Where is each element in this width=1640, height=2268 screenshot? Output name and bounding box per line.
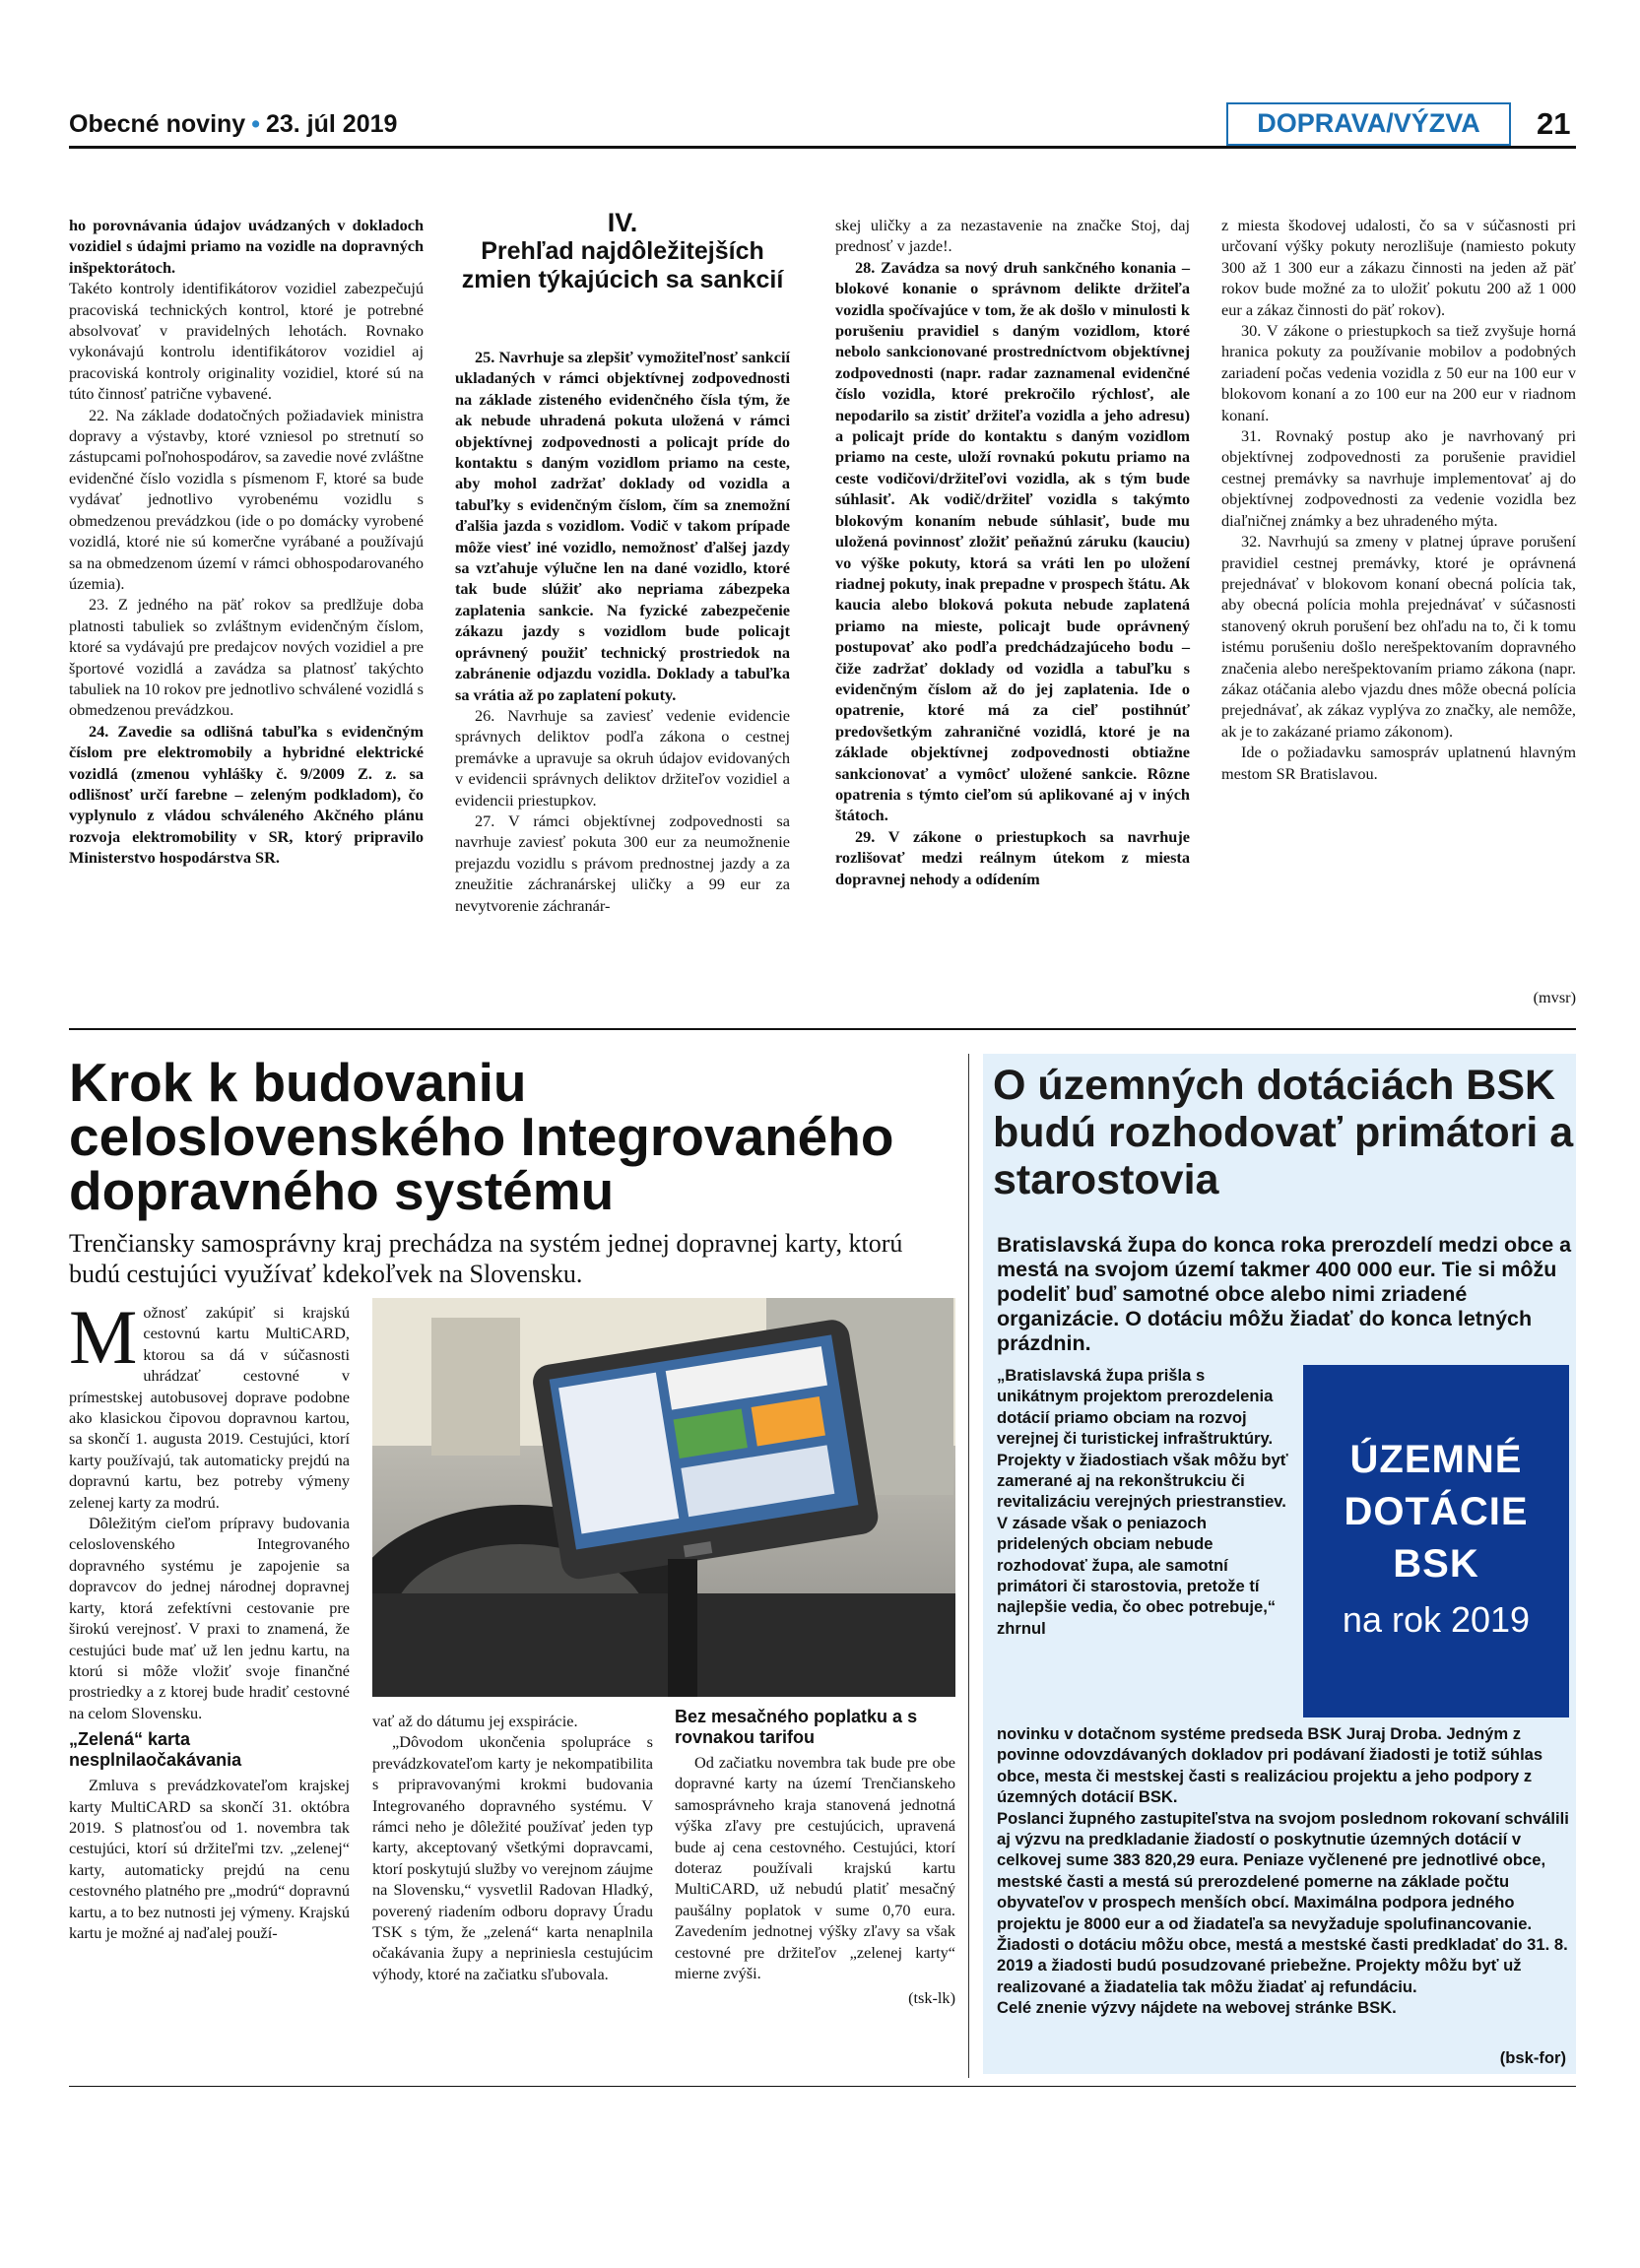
paragraph: 22. Na základe dodatočných požiadaviek ministra dopravy a výstavby, ktoré vzniesol po stretnutí so zástupcami poľnohospodárov, sa zavedie nové zvláštne evidenčné číslo vozidla s písmenom F, ktoré sa bude vydávať jednotlivo vyrobenému vozidlu s obmedzenou prevádzkou (ide o po domácky vyrobené vozidlá, ktoré nie sú komerčne vyrábané a používajú sa na obmedzenom území v rámci obhospodarovaného územia). xyxy=(69,405,425,593)
graphic-line: na rok 2019 xyxy=(1342,1599,1531,1640)
paragraph: vať až do dátumu jej exspirácie. xyxy=(372,1712,578,1730)
paragraph: 32. Navrhujú sa zmeny v platnej úprave porušení pravidiel cestnej premávky, ktoré je oprávnená prejednávať v blokovom konaní obecná polícia tak, aby obecná polícia mohla prejednávať v súčasnosti stanovený okruh porušení bez ohľadu na to, či k tomu istému porušeniu došlo nerešpektovaním dopravného značenia alebo nerešpektovaním priamo zákona (napr. zákaz otáčania alebo vjazdu dnes môže obecná polícia prejednávať, ak zákaz vyplýva zo značky, ale nemôže, ak je to zakázané priamo zákonom). xyxy=(1221,532,1576,741)
paragraph: Ide o požiadavku samospráv uplatnenú hlavným mestom SR Bratislavou. xyxy=(1221,743,1576,783)
masthead xyxy=(69,110,397,139)
top-column-3 xyxy=(835,215,1190,889)
signature-mvsr: (mvsr) xyxy=(1533,988,1576,1006)
paragraph: 24. Zavedie sa odlišná tabuľka s evidenčným číslom pre elektromobily a hybridné elektrické vozidlá (zmenou vyhlášky č. 9/2009 Z. z. sa odlišnosť určí farebne – zeleným podkladom), čo vyplynulo z vládou schváleného Akčného plánu rozvoja elektromobility v SR, ktorý pripravilo Ministerstvo hospodárstva SR. xyxy=(69,721,424,868)
paragraph: Takéto kontroly identifikátorov vozidiel zabezpečujú pracoviská technických kontrol, ktoré je potrebné absolvovať v pravidelných lehotách. Rovnako vykonávajú kontrolu identifikátorov vozidiel aj pracoviská kontroly originality vozidiel, ktoré sú na túto činnosť patrične vybavené. xyxy=(69,279,424,404)
paragraph: 30. V zákone o priestupkoch sa tiež zvyšuje horná hranica pokuty za používanie mobilov a podobných zariadení počas vedenia vozidla z 50 eur na 100 eur v blokovom konaní a zo 100 eur na 200 eur v riadnom konaní. xyxy=(1221,321,1576,424)
subheading: Bez mesačného poplatku a s rovnakou tarifou xyxy=(675,1707,918,1747)
signature-bsk: (bsk-for) xyxy=(1499,2048,1566,2067)
paragraph: 27. V rámci objektívnej zodpovednosti sa navrhuje zaviesť pokuta 300 eur za neumožnenie prejazdu vozidlu s právom prednostnej jazdy a za zneužitie záchranárskej uličky a 99 eur za nevytvorenie záchranár- xyxy=(455,810,790,915)
paragraph: Žiadosti o dotáciu môžu obce, mestá a mestské časti predkladať do 31. 8. 2019 a žiadosti budú posudzované priebežne. Projekty môžu byť už realizované a žiadatelia tak môžu žiadať aj refundáciu. xyxy=(997,1935,1568,1996)
paragraph: Poslanci župného zastupiteľstva na svojom poslednom rokovaní schválili aj výzvu na predkladanie žiadostí o poskytnutie územných dotácií v celkovej sume 383 820,29 eura. Peniaze vyčlenené pre jednotlivé obce, mestské časti a mestá sú prerozdelené pomerne na základe počtu obyvateľov v prospech menších obcí. Maximálna podpora jedného projektu je 8000 eur a od žiadateľa sa nevyžaduje spolufinancovanie. xyxy=(997,1808,1569,1933)
paragraph xyxy=(69,1294,350,1513)
bullet-icon: • xyxy=(251,110,260,138)
header-rule xyxy=(69,146,1576,149)
footer-rule xyxy=(69,2086,1576,2087)
paragraph: z miesta škodovej udalosti, čo sa v súčasnosti pri určovaní výšky pokuty nerozlišuje (namiesto pokuty 300 až 1 300 eur a zákazu činnosti na jeden až päť rokov bude možné za to uložiť pokutu 200 až 1 000 eur a zákaz činnosti do päť rokov). xyxy=(1221,216,1576,319)
article-column-3 xyxy=(675,1707,955,2009)
bsk-dotacie-graphic xyxy=(1303,1365,1569,1717)
article-column-2 xyxy=(372,1711,653,1984)
section-number: IV. xyxy=(607,208,638,237)
subheading: „Zelená“ karta nesplnilaočakávania xyxy=(69,1729,242,1771)
top-column-4 xyxy=(1221,215,1576,784)
paragraph: Celé znenie výzvy nájdete na webovej stránke BSK. xyxy=(997,1998,1397,2018)
paragraph: 26. Navrhuje sa zaviesť vedenie evidencie správnych deliktov podľa zákona o cestnej premávke a upravuje sa okruh údajov evidovaných v evidencii správnych deliktov držiteľov vozidiel a evidencii priestupkov. xyxy=(455,705,790,810)
paragraph: skej uličky a za nezastavenie na značke Stoj, daj prednosť v jazde!. xyxy=(835,216,1190,256)
bsk-lead: Bratislavská župa do konca roka prerozdelí medzi obce a mestá na svojom území takmer 400 000 eur. Tie si môžu podeliť buď samotné obce alebo nimi zriadené organizácie. O dotáciu môžu žiadať do konca letných prázdnin. xyxy=(997,1233,1572,1355)
graphic-line: BSK xyxy=(1393,1542,1479,1586)
paragraph: „Dôvodom ukončenia spolupráce s prevádzkovateľom karty je nekompatibilita s pripravovanými krokmi budovania Integrovaného dopravného systému. V rámci neho je dôležité používať jeden typ karty, akceptovaný všetkými dopravcami, ktorí poskytujú služby vo verejnom záujme na Slovensku,“ vysvetlil Radovan Hladký, poverený riadením odboru dopravy Úradu TSK s tým, že „zelená“ karta nenaplnila očakávania župy a nepriniesla cestujúcim výhody, ktoré na začiatku sľubovala. xyxy=(372,1732,653,1983)
paragraph: novinku v dotačnom systéme predseda BSK Juraj Droba. Jedným z povinne odovzdávaných dokladov pri podávaní žiadosti je totiž súhlas obce, mesta či mestskej časti s realizáciou projektu a jeho podpory z územných dotácií BSK. xyxy=(997,1724,1543,1807)
photo-illustration xyxy=(372,1298,955,1697)
column-divider xyxy=(968,1054,969,2078)
section-heading xyxy=(455,209,790,294)
section-divider xyxy=(69,1028,1576,1030)
paragraph: Zmluva s prevádzkovateľom krajskej karty MultiCARD sa skončí 31. októbra 2019. S platnosťou od 1. novembra tak cestujúci, ktorí sú držiteľmi tzv. „zelenej“ karty, automaticky prejdú na cenu cestovného platného pre „modrú“ dopravnú kartu, a to bez nutnosti jej výmeny. Krajskú kartu je možné aj naďalej použí- xyxy=(69,1776,350,1942)
article-headline: Krok k budovaniu celoslovenského Integrovaného dopravného systému xyxy=(69,1052,894,1221)
paragraph-text: ožnosť zakúpiť si krajskú cestovnú kartu MultiCARD, ktorou sa dá v súčasnosti uhrádzať cestovné v prímestskej autobusovej doprave podobne ako klasickou čipovou dopravnou kartou, sa skončí 1. augusta 2019. Cestujúci, ktorí karty používajú, tak automaticky prejdú na dopravnú kartu, bez potreby výmeny zelenej karty za modrú. xyxy=(69,1303,350,1512)
paragraph: ho porovnávania údajov uvádzaných v dokladoch vozidiel s údajmi priamo na vozidle na dopravných inšpektorátoch. xyxy=(69,216,424,277)
section-label: DOPRAVA/VÝZVA xyxy=(1226,102,1511,146)
bsk-body xyxy=(997,1723,1573,2019)
article-column-1 xyxy=(69,1294,350,1943)
paragraph: 23. Z jedného na päť rokov sa predlžuje doba platnosti tabuliek so zvláštnym evidenčným číslom, ktoré sa vydávajú pre predajcov nových vozidiel a pre športové vozidlá a zavádza sa platnosť takýchto tabuliek na 10 rokov pre jednotlivo schválené vozidlá s obmedzenou prevádzkou. xyxy=(69,595,424,720)
paragraph: 31. Rovnaký postup ako je navrhovaný pri objektívnej zodpovednosti za porušenie pravidiel cestnej premávky sa navrhuje implementovať aj do objektívnej zodpovednosti za vedenie vozidla bez diaľničnej známky a bez uhradeného mýta. xyxy=(1221,426,1576,530)
graphic-line: DOTÁCIE xyxy=(1344,1490,1529,1533)
paragraph: 25. Navrhuje sa zlepšiť vymožiteľnosť sankcií ukladaných v rámci objektívnej zodpovednosti na základe zisteného evidenčného čísla tým, že ak nebude uhradená pokuta uložená v rámci objektívnej zodpovednosti a policajt príde do kontaktu s daným vozidlom priamo na ceste, aby mohol zadržať doklady od vozidla a tabuľky s evidenčným číslom, čím sa znemožní ďalšia jazda s vozidlom. Vodič v takom prípade môže viesť iné vozidlo, nemožnosť ďalšej jazdy sa vzťahuje výlučne len na dané vozidlo, ktoré tak bude slúžiť ako nepriama zábezpeka zaplatenia sankcie. Na fyzické zabezpečenie zákazu jazdy s vozidlom bude policajt oprávnený použiť technický prostriedok na zabránenie odjazdu vozidla. Doklady a tabuľka sa vrátia až po zaplatení pokuty. xyxy=(455,348,790,704)
issue-date: 23. júl 2019 xyxy=(265,110,398,138)
publication-name: Obecné noviny xyxy=(69,110,246,138)
signature-tsk: (tsk-lk) xyxy=(908,1988,955,2008)
paragraph: 28. Zavádza sa nový druh sankčného konania – blokové konanie o správnom delikte držiteľa vozidla spočívajúce v tom, že ak došlo v minulosti k porušeniu pravidiel s daným vozidlom, ktoré nebolo sankcionované prostredníctvom objektívnej zodpovednosti (napr. radar zaznamenal evidenčné číslo vozidla, ktoré prekročilo rýchlosť, ale nepodarilo sa zistiť držiteľa vozidla a jeho adresu) a policajt príde do kontaktu s daným vozidlom priamo na ceste, uloží rovnakú pokutu priamo na ceste vodičovi/držiteľovi vozidla, ak s tým bude súhlasiť. Ak vodič/držiteľ vozidla s takýmto blokovým konaním nebude súhlasiť, bude mu uložená povinnosť zložiť peňažnú záruku (kauciu) vo výške pokuty, ktorá sa vráti len po uložení riadnej pokuty, inak prepadne v prospech štátu. Ak kaucia alebo bloková pokuta nebude zaplatená priamo na mieste, policajt bude oprávnený postupovať ako podľa predchádzajúceho bodu – čiže zadržať doklady od vozidla a tabuľku s evidenčným číslom až do jej zaplatenia. Ide o opatrenie, ktoré má za cieľ postihnúť predovšetkým zahraničné vozidlá, ktoré je na základe objektívnej zodpovednosti obtiažne sankcionovať a vymôcť uložené sankcie. Rôzne opatrenia s týmto cieľom sú aplikované aj v iných štátoch. xyxy=(835,257,1190,825)
paragraph: Dôležitým cieľom prípravy budovania celoslovenského Integrovaného dopravného systému je zapojenie sa dopravcov do jednej národnej dopravnej karty, ktorá zefektívni cestovanie pre širokú verejnosť. V praxi to znamená, že cestujúci bude mať už len jednu kartu, na ktorú si môže vložiť svoje finančné prostriedky a z ktorej bude hradiť cestovné na celom Slovensku. xyxy=(69,1514,350,1722)
bus-ticket-terminal-photo xyxy=(372,1298,955,1697)
paragraph: 29. V zákone o priestupkoch sa navrhuje rozlišovať medzi reálnym útekom z miesta dopravnej nehody a odídením xyxy=(835,826,1190,888)
article-lead: Trenčiansky samosprávny kraj prechádza na systém jednej dopravnej karty, ktorú budú cestujúci využívať kdekoľvek na Slovensku. xyxy=(69,1229,903,1288)
bsk-quote: „Bratislavská župa prišla s unikátnym projektom prerozdelenia dotácií priamo obciam na rozvoj verejnej či turistickej infraštruktúry. Projekty v žiadostiach však môžu byť zamerané aj na rekonštrukciu či revitalizáciu verejných priestranstiev. V zásade však o peniazoch pridelených obciam nebude rozhodovať župa, ale samotní primátori či starostovia, pretože tí najlepšie vedia, čo obec potrebuje,“ zhrnul xyxy=(997,1366,1288,1638)
top-column-1 xyxy=(69,215,424,869)
drop-cap: M xyxy=(69,1294,138,1380)
graphic-line: ÚZEMNÉ xyxy=(1349,1438,1523,1481)
section-title: Prehľad najdôležitejších zmien týkajúcich sa sankcií xyxy=(461,237,784,293)
page-number: 21 xyxy=(1537,106,1571,141)
bsk-headline: O územných dotáciách BSK budú rozhodovať primátori a starostovia xyxy=(993,1062,1574,1203)
paragraph: Od začiatku novembra tak bude pre obe dopravné karty na území Trenčianskeho samosprávneho kraja stanovená jednotná výška zľavy pre cestujúcich, upravená bude aj cena cestovného. Cestujúci, ktorí doteraz používali krajskú kartu MultiCARD, už nebudú platiť mesačný paušálny poplatok v sume 0,70 eura. Zavedením jednotnej výšky zľavy sa však cestovné pre držiteľov „zelenej karty“ mierne zvýši. xyxy=(675,1753,955,1983)
top-column-2 xyxy=(455,347,790,916)
